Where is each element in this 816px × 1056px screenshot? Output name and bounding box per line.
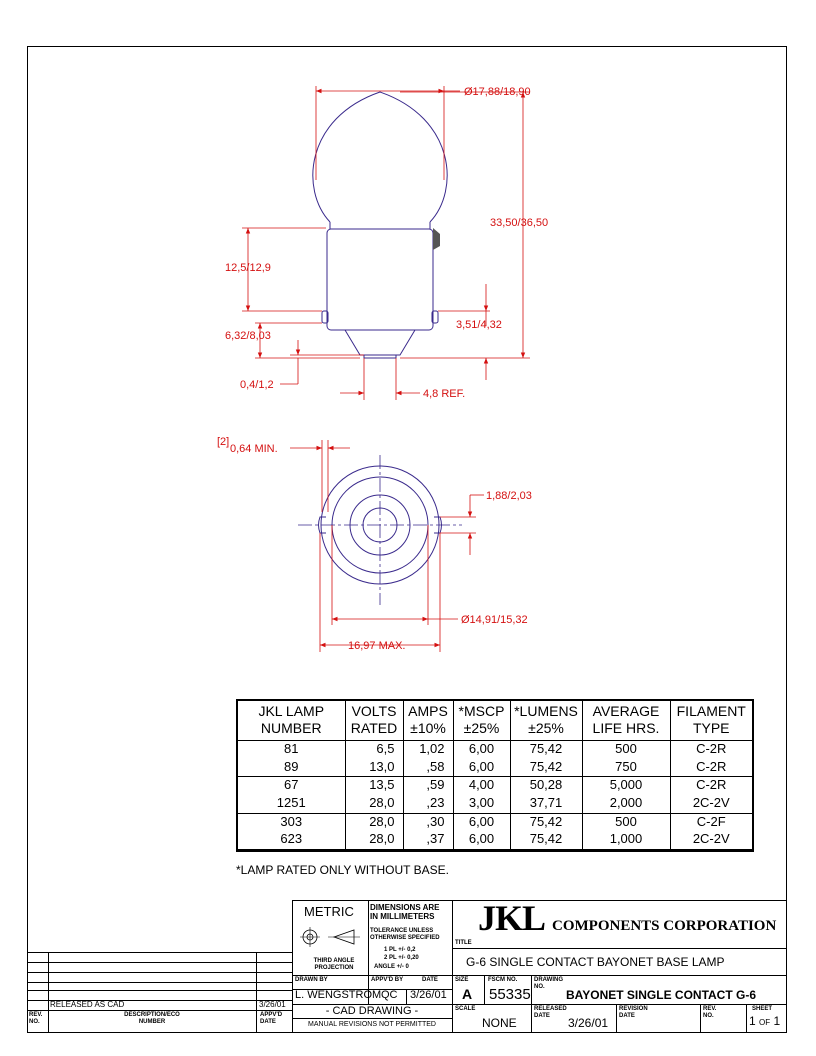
sheet-number — [749, 1014, 780, 1028]
spec-cell: 28,0 — [345, 795, 403, 813]
solder-contact — [364, 355, 396, 358]
spec-header-line: RATED — [350, 720, 398, 736]
spec-cell: 500 — [582, 741, 670, 759]
dim-contact-height: 0,4/1,2 — [240, 379, 274, 391]
sheet-total: 1 — [773, 1014, 781, 1028]
spec-cell: 13,0 — [345, 759, 403, 777]
appvd-by: QC — [381, 989, 398, 1001]
spec-cell: 89 — [238, 759, 345, 777]
tolerance-2pl: 2 PL +/- 0,20 — [384, 955, 419, 961]
metric-label: METRIC — [304, 904, 354, 919]
sheet-of: OF — [759, 1018, 771, 1027]
sheet-label: SHEET — [752, 1006, 773, 1012]
spec-header-col-0 — [238, 701, 345, 741]
spec-header-line: AMPS — [408, 703, 448, 719]
dim-overall-length: 33,50/36,50 — [490, 217, 549, 229]
revision-entry-description: RELEASED AS CAD — [50, 1000, 125, 1009]
spec-header-line: JKL LAMP — [258, 703, 325, 719]
spec-cell: 1,000 — [582, 831, 670, 849]
dim-contact-width: 4,8 REF. — [423, 388, 466, 400]
appvd-by-label: APPV'D BY — [371, 977, 404, 983]
spec-header-line: VOLTS — [351, 703, 397, 719]
col-rev-label: REV. NO. — [29, 1012, 43, 1025]
spec-cell: C-2F — [696, 813, 726, 829]
table-row — [238, 741, 752, 759]
spec-cell: C-2R — [670, 759, 752, 777]
spec-cell: 303 — [238, 813, 345, 831]
dim-base-length: 12,5/12,9 — [225, 262, 271, 274]
scale-label: SCALE — [455, 1006, 476, 1012]
spec-cell: 50,28 — [510, 777, 582, 795]
spec-header-col-3 — [453, 701, 510, 741]
base-contact-outline — [345, 330, 415, 355]
drawing-no-label: DRAWING NO. — [534, 977, 563, 990]
spec-cell: 81 — [238, 741, 345, 759]
spec-cell: C-2R — [696, 741, 727, 756]
scale-value: NONE — [482, 1016, 517, 1030]
spec-cell: 13,5 — [345, 777, 403, 795]
spec-cell: 6,00 — [453, 831, 510, 849]
spec-header-line: *LUMENS — [514, 703, 578, 719]
spec-cell: 2C-2V — [670, 831, 752, 849]
released-date: 3/26/01 — [568, 1016, 609, 1030]
dim-pin-min: 0,64 MIN. — [230, 443, 278, 455]
dimensions-note: DIMENSIONS ARE IN MILLIMETERS — [370, 903, 440, 921]
date-label: DATE — [422, 977, 438, 983]
lamp-side-view — [313, 92, 447, 358]
spec-header-line: AVERAGE — [592, 703, 660, 719]
table-row — [238, 795, 752, 813]
spec-header-line: *MSCP — [458, 703, 505, 719]
tolerance-1pl: 1 PL +/- 0,2 — [384, 947, 416, 953]
spec-header-col-1 — [345, 701, 403, 741]
spec-cell: 37,71 — [510, 795, 582, 813]
company-name: COMPONENTS CORPORATION — [552, 918, 777, 934]
manual-revisions-note: MANUAL REVISIONS NOT PERMITTED — [308, 1021, 436, 1028]
spec-cell: 1251 — [238, 795, 345, 813]
spec-header-col-6 — [670, 701, 752, 741]
drawn-by-label: DRAWN BY — [295, 977, 328, 983]
dim-pin-width: 1,88/2,03 — [486, 490, 532, 502]
spec-cell: ,23 — [403, 795, 453, 813]
dim-base-diameter: Ø14,91/15,32 — [461, 614, 528, 626]
spec-cell: 1,02 — [403, 741, 453, 759]
spec-cell: 3,00 — [453, 795, 510, 813]
spec-cell: ,37 — [403, 831, 453, 849]
spec-header-line: ±10% — [410, 720, 446, 736]
spec-cell: 500 — [582, 813, 670, 831]
spec-cell: 6,5 — [345, 741, 403, 759]
tolerance-note: TOLERANCE UNLESS OTHERWISE SPECIFIED — [370, 928, 440, 941]
spec-cell: 4,00 — [453, 777, 510, 795]
revision-entry-date: 3/26/01 — [259, 1000, 286, 1009]
revision-date-label: REVISION DATE — [619, 1006, 648, 1019]
base-outline — [327, 229, 433, 330]
spec-cell: 6,00 — [453, 759, 510, 777]
bottom-view-dimensions — [290, 440, 484, 652]
spec-header-col-2 — [403, 701, 453, 741]
spec-cell: 750 — [582, 759, 670, 777]
tolerance-angle: ANGLE +/- 0 — [374, 964, 409, 970]
company-logo: JKL — [478, 898, 546, 938]
spec-header-line: ±25% — [463, 720, 500, 736]
sheet-current: 1 — [749, 1014, 756, 1028]
spec-table-header — [238, 701, 752, 741]
spec-header-line: LIFE HRS. — [592, 720, 660, 736]
released-label: RELEASED DATE — [534, 1006, 567, 1019]
col-appvd-label: APPV'D DATE — [260, 1012, 283, 1025]
spec-table-body — [238, 741, 752, 850]
dim-pin-offset: 3,51/4,32 — [456, 319, 502, 331]
side-view-dimensions — [242, 86, 530, 400]
spec-cell: 75,42 — [510, 741, 582, 759]
spec-cell: 6,00 — [453, 813, 510, 831]
spec-header-col-5 — [582, 701, 670, 741]
spec-cell: 28,0 — [345, 813, 403, 831]
size-label: SIZE — [455, 977, 469, 983]
drawing-number: BAYONET SINGLE CONTACT G-6 — [566, 988, 757, 1002]
table-row — [238, 777, 752, 795]
col-desc-label: DESCRIPTION/ECO NUMBER — [124, 1012, 180, 1025]
spec-cell: 2,000 — [582, 795, 670, 813]
title-label: TITLE — [455, 940, 472, 946]
spec-cell: 75,42 — [510, 759, 582, 777]
spec-cell: ,58 — [403, 759, 453, 777]
spec-cell: 623 — [238, 831, 345, 849]
footnote: *LAMP RATED ONLY WITHOUT BASE. — [236, 863, 449, 877]
table-row — [238, 759, 752, 777]
dim-note-marker: [2] — [217, 436, 230, 448]
third-angle-label: THIRD ANGLE PROJECTION — [313, 958, 355, 971]
dim-overall-width: 16,97 MAX. — [348, 640, 406, 652]
rev-no-label: REV. NO. — [703, 1006, 717, 1019]
table-row — [238, 831, 752, 849]
size-value: A — [462, 986, 473, 1002]
spec-header-col-4 — [510, 701, 582, 741]
spec-cell: ,30 — [403, 813, 453, 831]
spec-cell: 75,42 — [510, 813, 582, 831]
lamp-bottom-view — [298, 455, 462, 605]
spec-header-line: ±25% — [528, 720, 564, 736]
spec-cell: 2C-2V — [670, 795, 752, 813]
spec-cell: ,59 — [403, 777, 453, 795]
spec-cell: 5,000 — [582, 777, 670, 795]
drawn-by: L. WENGSTROM — [295, 989, 382, 1001]
drawing-title: G-6 SINGLE CONTACT BAYONET BASE LAMP — [466, 955, 725, 969]
spec-cell: 28,0 — [345, 831, 403, 849]
cad-drawing-note: - CAD DRAWING - — [325, 1005, 419, 1017]
lamp-spec-table — [236, 699, 754, 852]
dim-bulb-diameter: Ø17,88/18,90 — [464, 86, 531, 98]
fscm-label: FSCM NO. — [488, 977, 518, 983]
bulb-outline — [313, 92, 447, 222]
spec-cell: C-2R — [696, 777, 727, 793]
dim-pin-height: 6,32/8,03 — [225, 330, 271, 342]
table-row — [238, 813, 752, 831]
date-value: 3/26/01 — [410, 989, 447, 1001]
third-angle-projection-icon — [298, 926, 364, 948]
spec-cell: 67 — [238, 777, 345, 795]
fscm-value: 55335 — [489, 986, 531, 1003]
spec-header-line: NUMBER — [260, 720, 322, 736]
spec-cell: 6,00 — [453, 741, 510, 759]
spec-header-line: TYPE — [692, 720, 730, 736]
spec-header-line: FILAMENT — [676, 703, 746, 719]
spec-cell: 75,42 — [510, 831, 582, 849]
